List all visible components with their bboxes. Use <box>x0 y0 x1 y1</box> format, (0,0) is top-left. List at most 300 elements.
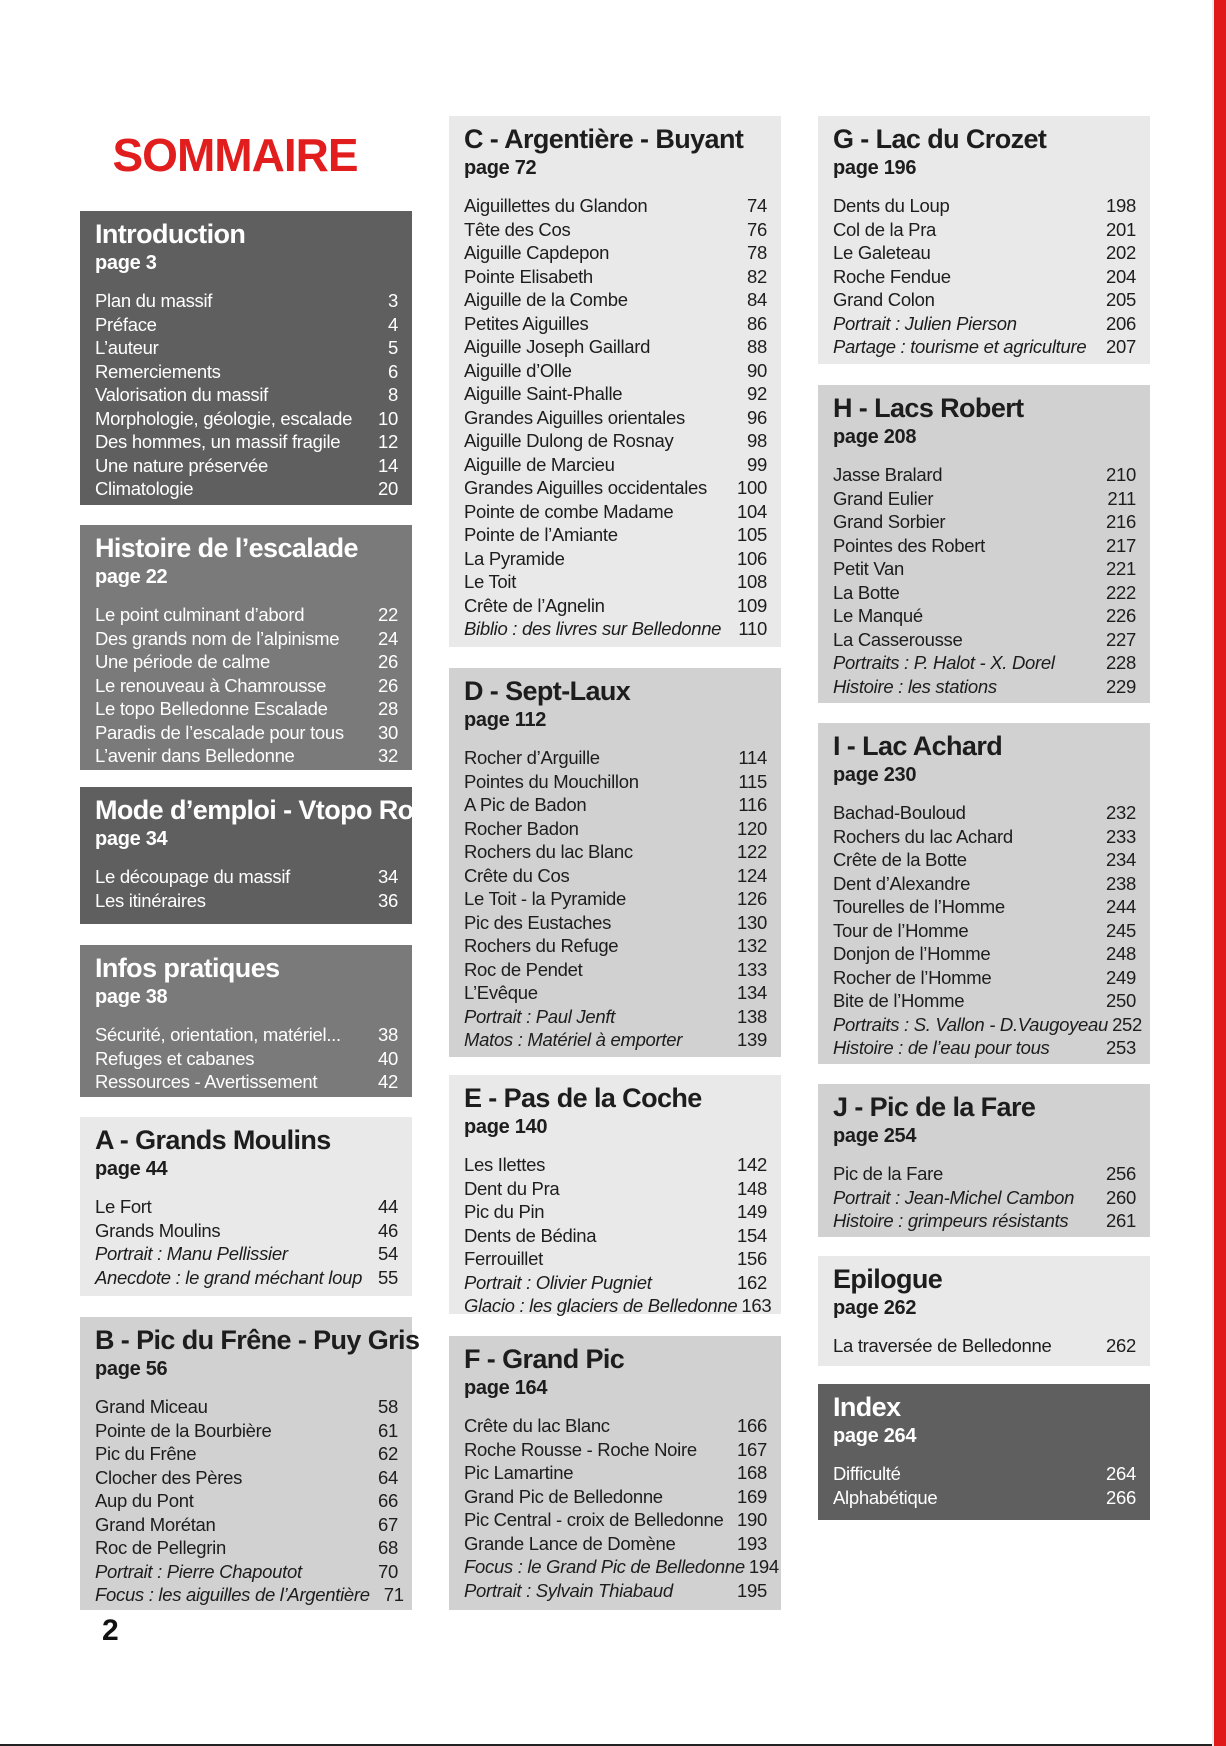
toc-entry <box>464 1028 767 1052</box>
entry-page: 264 <box>1106 1463 1136 1484</box>
toc-entry <box>95 407 398 431</box>
entry-title: Bite de l’Homme <box>833 990 965 1011</box>
entry-page: 105 <box>737 524 767 545</box>
section-infos <box>80 945 412 1097</box>
toc-entry <box>464 1271 767 1295</box>
entry-page: 88 <box>747 336 767 357</box>
toc-entry <box>464 241 767 265</box>
entry-title: Grandes Aiguilles occidentales <box>464 477 707 498</box>
section-heading: Infos pratiques <box>95 953 280 983</box>
toc-entry <box>464 864 767 888</box>
section-heading: Epilogue <box>833 1264 943 1294</box>
entry-page: 194 <box>748 1556 779 1577</box>
section-e <box>449 1075 781 1314</box>
entry-title: Tour de l’Homme <box>833 919 969 941</box>
entry-title: Grande Lance de Domène <box>464 1532 676 1554</box>
toc-entry <box>464 382 767 406</box>
entry-page: 216 <box>1106 511 1136 532</box>
entry-title: Roche Rousse - Roche Noire <box>464 1438 697 1460</box>
entry-page: 120 <box>737 817 767 839</box>
toc-entry <box>833 872 1136 896</box>
entry-page: 206 <box>1106 312 1136 334</box>
section-heading: F - Grand Pic <box>464 1344 625 1374</box>
toc-entry <box>95 1442 398 1466</box>
entry-title: Pic du Pin <box>464 1201 545 1222</box>
entry-page: 250 <box>1106 990 1136 1011</box>
toc-entry <box>95 1266 398 1290</box>
entry-title: Grands Moulins <box>95 1219 221 1241</box>
section-j <box>818 1084 1150 1237</box>
entry-page: 122 <box>737 841 767 862</box>
entry-page: 244 <box>1106 896 1136 917</box>
entry-title: Le point culminant d’abord <box>95 604 305 625</box>
entry-page: 211 <box>1107 487 1136 509</box>
entry-title: Pointes du Mouchillon <box>464 770 639 792</box>
toc-entry <box>95 383 398 407</box>
entry-title: Rocher de l’Homme <box>833 966 992 988</box>
entry-title: Anecdote : le grand méchant loup <box>95 1266 363 1288</box>
toc-entry <box>464 500 767 524</box>
entry-page: 261 <box>1106 1210 1136 1231</box>
entry-title: Aiguille Joseph Gaillard <box>464 336 651 357</box>
entry-title: Des hommes, un massif fragile <box>95 431 341 452</box>
entry-title: Donjon de l’Homme <box>833 943 991 964</box>
entry-page: 252 <box>1112 1013 1143 1035</box>
entry-title: Grand Eulier <box>833 487 934 509</box>
entry-title: Rocher Badon <box>464 817 579 839</box>
toc-entry <box>464 793 767 817</box>
toc-entry <box>833 288 1136 312</box>
toc-entry <box>464 617 767 641</box>
entry-title: Rocher d’Arguille <box>464 747 600 768</box>
entry-title: Le Toit - la Pyramide <box>464 888 626 909</box>
entry-title: Les itinéraires <box>95 889 206 911</box>
entry-page: 154 <box>737 1224 767 1246</box>
toc-entry <box>464 1153 767 1177</box>
entry-page: 98 <box>747 430 767 451</box>
entry-title: Pic de la Fare <box>833 1163 943 1184</box>
entry-page: 210 <box>1106 464 1136 485</box>
entry-page: 233 <box>1106 825 1136 847</box>
toc-entry <box>95 721 398 745</box>
toc-entry <box>833 675 1136 699</box>
entry-title: Petites Aiguilles <box>464 312 589 334</box>
entry-title: L’avenir dans Belledonne <box>95 745 295 766</box>
section-heading: Introduction <box>95 219 246 249</box>
toc-entry <box>95 289 398 313</box>
toc-entry <box>833 628 1136 652</box>
toc-entry <box>95 1583 404 1607</box>
entry-title: Biblio : des livres sur Belledonne <box>464 618 722 639</box>
entry-page: 260 <box>1106 1186 1136 1208</box>
entry-title: Dents du Loup <box>833 195 950 216</box>
entry-page: 190 <box>737 1509 767 1530</box>
entry-title: Grand Sorbier <box>833 511 946 532</box>
entry-title: Clocher des Pères <box>95 1466 243 1488</box>
section-page-ref: page 164 <box>464 1377 548 1399</box>
toc-entry <box>464 523 767 547</box>
entry-page: 238 <box>1106 872 1136 894</box>
entry-title: Bachad-Bouloud <box>833 802 966 823</box>
entry-title: Ressources - Avertissement <box>95 1071 318 1092</box>
toc-entry <box>95 454 398 478</box>
entry-page: 149 <box>737 1201 767 1222</box>
entry-page: 46 <box>378 1219 398 1241</box>
section-f <box>449 1336 781 1610</box>
entry-title: Portrait : Olivier Pugniet <box>464 1271 652 1293</box>
section-index <box>818 1384 1150 1520</box>
entry-title: Aiguille d’Olle <box>464 359 572 381</box>
section-page-ref: page 112 <box>464 709 547 731</box>
entry-title: Dent du Pra <box>464 1177 560 1199</box>
entry-page: 195 <box>737 1579 767 1601</box>
toc-entry <box>464 1177 767 1201</box>
entry-title: Focus : les aiguilles de l’Argentière <box>95 1584 370 1605</box>
toc-entry <box>464 840 767 864</box>
toc-entry <box>833 241 1136 265</box>
entry-page: 6 <box>388 360 398 382</box>
toc-entry <box>464 1579 767 1603</box>
toc-entry <box>95 1560 398 1584</box>
toc-entry <box>464 1247 767 1271</box>
toc-entry <box>464 359 767 383</box>
entry-page: 193 <box>737 1532 767 1554</box>
entry-title: Ferrouillet <box>464 1248 543 1269</box>
toc-entry <box>464 265 767 289</box>
toc-entry <box>464 1508 767 1532</box>
entry-page: 130 <box>737 911 767 933</box>
entry-page: 92 <box>747 383 767 404</box>
section-c <box>449 116 781 647</box>
toc-entry <box>464 194 767 218</box>
toc-entry <box>833 966 1136 990</box>
entry-page: 10 <box>378 407 398 429</box>
toc-entry <box>95 1536 398 1560</box>
entry-page: 221 <box>1106 558 1136 579</box>
section-page-ref: page 3 <box>95 252 157 274</box>
entry-title: Portraits : P. Halot - X. Dorel <box>833 652 1055 673</box>
toc-entry <box>464 1224 767 1248</box>
entry-title: Difficulté <box>833 1463 901 1484</box>
entry-page: 8 <box>388 384 398 405</box>
entry-page: 142 <box>737 1154 767 1175</box>
entry-page: 133 <box>737 958 767 980</box>
entry-title: Le topo Belledonne Escalade <box>95 698 328 719</box>
entry-title: Le renouveau à Chamrousse <box>95 674 327 696</box>
toc-entry <box>833 1209 1136 1233</box>
toc-entry <box>95 336 398 360</box>
entry-title: Crête du Cos <box>464 864 570 886</box>
entry-title: Portrait : Paul Jenft <box>464 1005 616 1027</box>
page-title: SOMMAIRE <box>112 129 358 181</box>
entry-title: Pointe de la Bourbière <box>95 1419 272 1441</box>
entry-page: 4 <box>388 313 398 335</box>
entry-page: 109 <box>737 594 767 616</box>
entry-title: Aiguille Saint-Phalle <box>464 383 623 404</box>
section-heading: H - Lacs Robert <box>833 393 1024 423</box>
entry-page: 26 <box>378 651 398 672</box>
entry-title: Tourelles de l’Homme <box>833 896 1005 917</box>
toc-entry <box>833 335 1136 359</box>
toc-entry <box>464 453 767 477</box>
entry-title: Portrait : Jean-Michel Cambon <box>833 1186 1075 1208</box>
entry-page: 201 <box>1106 218 1136 240</box>
entry-page: 76 <box>747 218 767 240</box>
section-heading: Histoire de l’escalade <box>95 533 358 563</box>
toc-entry <box>464 817 767 841</box>
toc-entry <box>464 288 767 312</box>
entry-page: 36 <box>378 889 398 911</box>
entry-title: Portrait : Pierre Chapoutot <box>95 1560 302 1582</box>
entry-page: 5 <box>388 337 398 358</box>
toc-entry <box>95 650 398 674</box>
toc-entry <box>95 1047 398 1071</box>
entry-title: Aup du Pont <box>95 1490 194 1511</box>
entry-page: 99 <box>747 453 767 475</box>
entry-page: 24 <box>378 627 398 649</box>
toc-entry <box>95 744 398 768</box>
entry-page: 28 <box>378 698 398 719</box>
toc-entry <box>464 1005 767 1029</box>
entry-title: Petit Van <box>833 558 905 579</box>
entry-title: Partage : tourisme et agriculture <box>833 336 1087 357</box>
toc-entry <box>464 570 767 594</box>
entry-page: 253 <box>1106 1037 1136 1058</box>
entry-page: 110 <box>738 618 767 639</box>
toc-entry <box>464 429 767 453</box>
entry-page: 74 <box>747 195 767 216</box>
toc-entry <box>833 651 1136 675</box>
page-edge <box>1212 0 1214 1746</box>
entry-page: 204 <box>1106 265 1136 287</box>
toc-entry <box>95 430 398 454</box>
toc-entry <box>464 958 767 982</box>
toc-entry <box>95 865 398 889</box>
toc-entry <box>95 889 398 913</box>
entry-title: Le Toit <box>464 571 517 592</box>
entry-page: 222 <box>1106 581 1136 603</box>
entry-title: Histoire : grimpeurs résistants <box>833 1210 1069 1231</box>
entry-page: 202 <box>1106 242 1136 263</box>
entry-page: 22 <box>378 604 398 625</box>
toc-entry <box>464 1555 779 1579</box>
toc-entry <box>833 557 1136 581</box>
entry-page: 40 <box>378 1047 398 1069</box>
toc-entry <box>464 746 767 770</box>
entry-page: 108 <box>737 571 767 592</box>
entry-page: 229 <box>1106 675 1136 697</box>
entry-page: 62 <box>378 1443 398 1464</box>
entry-page: 34 <box>378 866 398 887</box>
toc-entry <box>464 335 767 359</box>
section-h <box>818 385 1150 703</box>
section-heading: A - Grands Moulins <box>95 1125 331 1155</box>
entry-title: Climatologie <box>95 478 194 499</box>
toc-entry <box>464 911 767 935</box>
entry-title: Col de la Pra <box>833 218 937 240</box>
entry-page: 104 <box>737 500 767 522</box>
entry-title: Histoire : les stations <box>833 675 997 697</box>
section-heading: Index <box>833 1392 901 1422</box>
section-d <box>449 668 781 1057</box>
entry-page: 226 <box>1106 605 1136 626</box>
entry-title: Crête du lac Blanc <box>464 1415 610 1436</box>
entry-page: 134 <box>737 982 767 1003</box>
toc-entry <box>464 1438 767 1462</box>
entry-page: 148 <box>737 1177 767 1199</box>
entry-title: Grand Colon <box>833 289 935 310</box>
toc-entry <box>95 1023 398 1047</box>
entry-page: 266 <box>1106 1486 1136 1508</box>
section-page-ref: page 56 <box>95 1358 168 1380</box>
toc-entry <box>95 627 398 651</box>
toc-entry <box>95 1242 398 1266</box>
entry-page: 126 <box>737 888 767 909</box>
toc-entry <box>464 594 767 618</box>
entry-title: Rochers du lac Achard <box>833 825 1013 847</box>
entry-page: 90 <box>747 359 767 381</box>
toc-entry <box>833 1036 1136 1060</box>
entry-title: Rochers du Refuge <box>464 935 619 956</box>
section-page-ref: page 38 <box>95 986 168 1008</box>
toc-entry <box>95 313 398 337</box>
entry-title: Aiguille Dulong de Rosnay <box>464 430 674 451</box>
entry-page: 167 <box>737 1438 767 1460</box>
entry-page: 54 <box>378 1243 398 1264</box>
entry-title: La Botte <box>833 581 900 603</box>
toc-entry <box>833 825 1136 849</box>
entry-title: Une période de calme <box>95 651 270 672</box>
entry-title: Grandes Aiguilles orientales <box>464 406 685 428</box>
entry-title: Grand Miceau <box>95 1396 208 1417</box>
entry-title: Pointe de combe Madame <box>464 500 674 522</box>
entry-title: Le Manqué <box>833 605 923 626</box>
toc-entry <box>95 674 398 698</box>
section-page-ref: page 22 <box>95 566 168 588</box>
section-heading: Mode d’emploi - Vtopo Roc <box>95 795 428 825</box>
entry-page: 138 <box>737 1005 767 1027</box>
toc-entry <box>464 218 767 242</box>
toc-entry <box>95 1466 398 1490</box>
entry-title: Portrait : Manu Pellissier <box>95 1243 288 1264</box>
section-heading: I - Lac Achard <box>833 731 1003 761</box>
toc-entry <box>833 1334 1136 1358</box>
entry-page: 228 <box>1106 652 1136 673</box>
entry-title: Pic Lamartine <box>464 1462 574 1483</box>
entry-title: Pic Central - croix de Belledonne <box>464 1509 724 1530</box>
entry-title: La Pyramide <box>464 547 565 569</box>
entry-page: 3 <box>388 290 398 311</box>
entry-page: 162 <box>737 1271 767 1293</box>
toc-entry <box>95 1513 398 1537</box>
entry-title: Plan du massif <box>95 290 213 311</box>
section-page-ref: page 196 <box>833 157 917 179</box>
entry-page: 61 <box>378 1419 398 1441</box>
toc-entry <box>833 194 1136 218</box>
entry-title: Pointe de l’Amiante <box>464 524 618 545</box>
entry-title: Roc de Pellegrin <box>95 1537 226 1558</box>
entry-title: Remerciements <box>95 360 221 382</box>
entry-title: Matos : Matériel à emporter <box>464 1029 683 1050</box>
entry-page: 38 <box>378 1024 398 1045</box>
toc-entry <box>833 487 1136 511</box>
entry-title: L’Evêque <box>464 982 538 1003</box>
toc-entry <box>833 1162 1136 1186</box>
toc-entry <box>95 1219 398 1243</box>
section-g <box>818 116 1150 364</box>
entry-page: 169 <box>737 1485 767 1507</box>
section-i <box>818 723 1150 1064</box>
toc-entry <box>95 603 398 627</box>
toc-entry <box>833 1186 1136 1210</box>
toc-entry <box>833 581 1136 605</box>
entry-title: Pointes des Robert <box>833 534 985 556</box>
entry-page: 132 <box>737 935 767 956</box>
toc-entry <box>833 604 1136 628</box>
entry-title: La traversée de Belledonne <box>833 1335 1052 1356</box>
section-a <box>80 1117 412 1296</box>
entry-title: Focus : le Grand Pic de Belledonne <box>464 1556 745 1577</box>
toc-entry <box>833 265 1136 289</box>
entry-page: 14 <box>378 454 398 476</box>
section-page-ref: page 230 <box>833 764 917 786</box>
entry-title: Portrait : Sylvain Thiabaud <box>464 1579 673 1601</box>
toc-entry <box>833 463 1136 487</box>
toc-entry <box>833 510 1136 534</box>
entry-title: Des grands nom de l’alpinisme <box>95 627 340 649</box>
entry-page: 227 <box>1106 628 1136 650</box>
toc-entry <box>95 1195 398 1219</box>
toc-entry <box>464 406 767 430</box>
entry-page: 114 <box>738 747 767 768</box>
section-heading: E - Pas de la Coche <box>464 1083 702 1113</box>
toc-entry <box>95 1070 398 1094</box>
toc-entry <box>833 848 1136 872</box>
toc-entry <box>464 981 767 1005</box>
toc-entry <box>95 1419 398 1443</box>
section-page-ref: page 72 <box>464 157 537 179</box>
entry-page: 30 <box>378 721 398 743</box>
section-b <box>80 1317 420 1610</box>
entry-page: 70 <box>378 1560 398 1582</box>
entry-title: Aiguille de la Combe <box>464 289 628 310</box>
entry-page: 106 <box>737 547 767 569</box>
entry-title: Crête de la Botte <box>833 849 967 870</box>
toc-entry <box>833 1462 1136 1486</box>
toc-entry <box>833 942 1136 966</box>
entry-title: Morphologie, géologie, escalade <box>95 407 353 429</box>
entry-page: 44 <box>378 1196 398 1217</box>
entry-page: 82 <box>747 265 767 287</box>
entry-title: A Pic de Badon <box>464 794 587 815</box>
section-heading: G - Lac du Crozet <box>833 124 1047 154</box>
entry-title: Les Ilettes <box>464 1154 546 1175</box>
entry-page: 68 <box>378 1537 398 1558</box>
entry-page: 116 <box>738 794 767 815</box>
entry-title: Portraits : S. Vallon - D.Vaugoyeau <box>833 1013 1109 1035</box>
entry-title: Aiguille Capdepon <box>464 242 610 263</box>
entry-page: 207 <box>1106 336 1136 357</box>
toc-entry <box>464 547 767 571</box>
toc-entry <box>464 1200 767 1224</box>
entry-title: Paradis de l’escalade pour tous <box>95 721 344 743</box>
entry-title: Dent d’Alexandre <box>833 872 971 894</box>
entry-page: 166 <box>737 1415 767 1436</box>
entry-page: 232 <box>1106 802 1136 823</box>
toc-entry <box>464 1532 767 1556</box>
entry-title: Sécurité, orientation, matériel... <box>95 1024 341 1045</box>
entry-page: 234 <box>1106 849 1136 870</box>
